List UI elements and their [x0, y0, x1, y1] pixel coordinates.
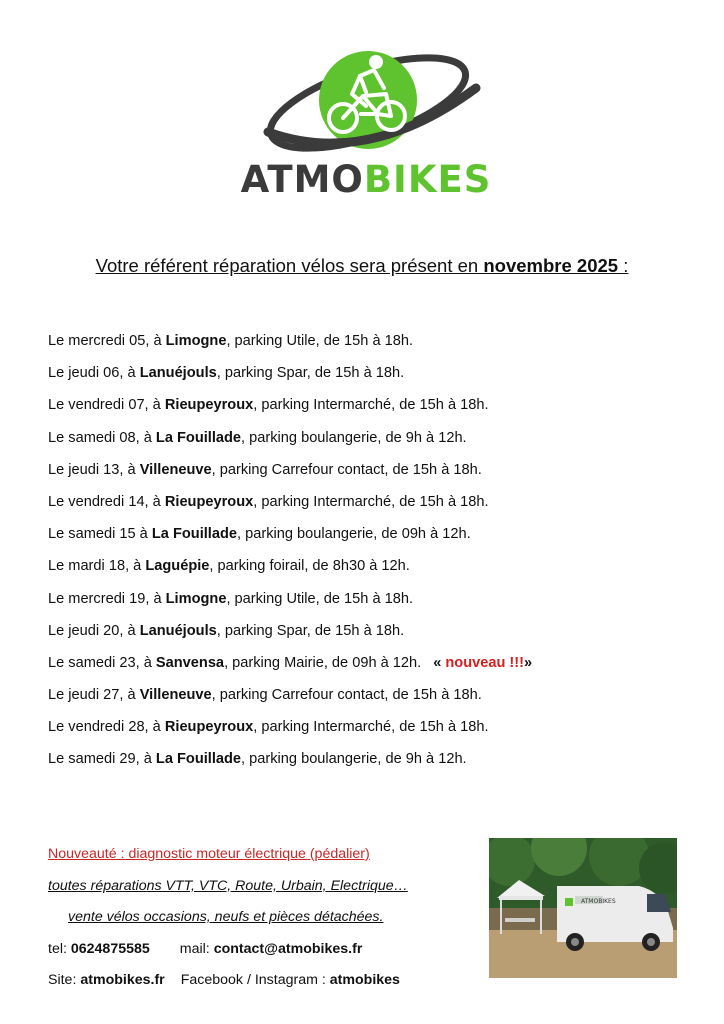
schedule-place: Limogne: [165, 333, 227, 349]
schedule-place: La Fouillade: [151, 526, 237, 543]
social-label: Facebook / Instagram :: [180, 972, 330, 988]
schedule-place: La Fouillade: [155, 429, 242, 446]
heading-prefix: Votre référent réparation vélos sera présent en: [95, 255, 484, 276]
schedule-item: Le mercredi 05, à Limogne, parking Utile, de 15h à 18h.: [48, 333, 414, 349]
schedule-place: Laguépie: [145, 558, 210, 575]
new-badge: « nouveau !!!»: [433, 654, 533, 671]
schedule-item: Le samedi 08, à La Fouillade, parking boulangerie, de 9h à 12h.: [48, 429, 467, 446]
schedule-place: Rieupeyroux: [164, 493, 254, 510]
site-link[interactable]: atmobikes.fr: [80, 972, 165, 988]
schedule-item: Le mercredi 19, à Limogne, parking Utile, de 15h à 18h.: [48, 590, 414, 607]
site-line: [48, 968, 468, 1000]
schedule-place: Villeneuve: [139, 461, 212, 478]
schedule-item: Le jeudi 13, à Villeneuve, parking Carrefour contact, de 15h à 18h.: [48, 461, 482, 478]
schedule-place: Sanvensa: [155, 654, 225, 671]
schedule-place: Rieupeyroux: [164, 719, 254, 736]
brand-part-bikes: BIKES: [363, 158, 492, 201]
schedule-item: Le mardi 18, à Laguépie, parking foirail, de 8h30 à 12h.: [48, 558, 410, 575]
schedule-place: Rieupeyroux: [164, 397, 254, 414]
schedule-item: Le samedi 15 à La Fouillade, parking boulangerie, de 09h à 12h.: [48, 526, 471, 543]
schedule-place: Limogne: [165, 590, 227, 607]
contact-line: [48, 937, 468, 969]
phone-number[interactable]: 0624875585: [70, 940, 150, 957]
brand-wordmark: [228, 160, 504, 200]
brand-part-atmo: ATMO: [240, 158, 364, 201]
schedule-item: Le jeudi 20, à Lanuéjouls, parking Spar, de 15h à 18h.: [48, 622, 405, 639]
schedule-place: Lanuéjouls: [139, 365, 217, 382]
site-label: Site:: [48, 972, 81, 988]
footer-info: [48, 842, 468, 1000]
sales-line: vente vélos occasions, neufs et pièces détachées.: [68, 909, 384, 925]
schedule-item: Le jeudi 06, à Lanuéjouls, parking Spar, de 15h à 18h.: [48, 365, 405, 382]
email-link[interactable]: contact@atmobikes.fr: [213, 940, 363, 957]
services-line: toutes réparations VTT, VTC, Route, Urbain, Electrique…: [48, 877, 408, 894]
van-lettering: ATMOBIKES: [581, 898, 616, 905]
social-handle[interactable]: atmobikes: [329, 972, 400, 988]
page-heading: [0, 254, 724, 278]
van-photo: [489, 838, 677, 978]
heading-month: novembre 2025: [483, 255, 619, 276]
mail-label: mail:: [179, 940, 214, 957]
schedule-item: Le vendredi 07, à Rieupeyroux, parking Intermarché, de 15h à 18h.: [48, 397, 489, 414]
schedule-item: Le jeudi 27, à Villeneuve, parking Carrefour contact, de 15h à 18h.: [48, 687, 482, 704]
cyclist-globe-icon: [228, 48, 504, 158]
schedule-item: Le samedi 29, à La Fouillade, parking boulangerie, de 9h à 12h.: [48, 751, 467, 768]
schedule-item: Le vendredi 28, à Rieupeyroux, parking Intermarché, de 15h à 18h.: [48, 719, 489, 736]
schedule-place: Lanuéjouls: [139, 622, 217, 639]
schedule-place: La Fouillade: [155, 751, 242, 768]
van-and-tent-photo-icon: [489, 838, 677, 978]
atmobikes-logo: [228, 48, 504, 216]
heading-suffix: :: [618, 255, 629, 276]
schedule-place: Villeneuve: [139, 687, 212, 704]
novelty-line: Nouveauté : diagnostic moteur électrique (pédalier): [48, 846, 370, 862]
schedule-item: Le vendredi 14, à Rieupeyroux, parking Intermarché, de 15h à 18h.: [48, 493, 489, 510]
schedule-list: [48, 329, 532, 780]
heading-text: [96, 255, 629, 276]
schedule-item: Le samedi 23, à Sanvensa, parking Mairie, de 09h à 12h. « nouveau !!!»: [48, 654, 533, 671]
tel-label: tel:: [48, 940, 71, 957]
